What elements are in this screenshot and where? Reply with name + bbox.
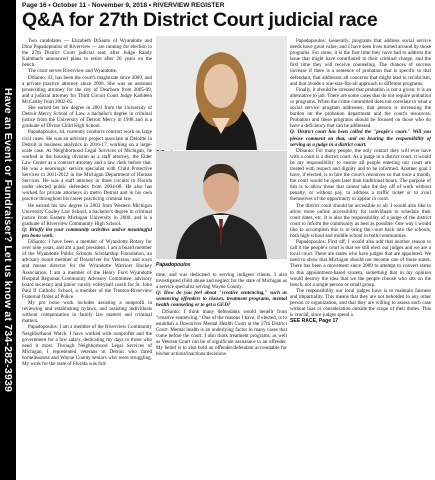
article-paragraph: time, and was dedicated to serving indigent clients. I also investigated child abuse and neglect for the state of Michigan as a service specialist serving Wayne County. bbox=[156, 272, 287, 291]
article-paragraph: Papadopoulos, 44, currently conducts contract work on large civil cases. He was an advisory project associate at Deloitte in Detroit in business analytics in 2016-17, working on a large-scale case. At Neighborhood Legal Services of Michigan, he worked in the housing division as a staff attorney, the Elder Law Center as a contract attorney and a law clerk before that. He was a neurologic service specialist with Child Protective Services in 2011-2012 in the Michigan Department of Human Services. He was a staff attorney in three circuits in Florida under elected public defenders from 2004-08. He also has worked for private attorneys in metro Detroit and in his own practice throughout his career practicing criminal law. bbox=[22, 129, 152, 203]
continued-on-link: SEE RACE, Page 17 bbox=[290, 318, 339, 325]
article-paragraph: Two candidates — Elizabeth DiSanto of Wyandotte and Dino Papadopoulos of Riverview — are running for election to the 27th District Court judicial seat, after Judge Randy Kalmbach announced plans to retire after 20 years on the bench. bbox=[22, 38, 152, 69]
disanto-portrait-image bbox=[156, 36, 287, 150]
article-paragraph: DiSanto: I think many defendants would benefit from "creative sentencing." One of the reasons I have, if elected, is to establish a Downriver Mental Health Court at the 27th District Court. Mental health is an underlying factor in many cases that come before the court. I also think treatment programs, as well as Veteran Court can be of significant assistance to an offender. My belief is to also hold an offender/defendant accountable for his/her actions/inactions/decisions. bbox=[156, 308, 287, 358]
papadopoulos-portrait-image bbox=[156, 151, 287, 259]
article-column-2 bbox=[156, 272, 287, 478]
article-column-1 bbox=[22, 38, 152, 478]
disanto-photo bbox=[156, 36, 287, 150]
page-title: Q&A for 27th District Court judicial race bbox=[22, 9, 378, 31]
photo-caption-papadopoulos: Papadopoulos bbox=[156, 262, 191, 268]
article-paragraph: DiSanto: For many people, the only contact they will ever have with a court is a district court. As a judge in a district court, it would be my responsibility to ensure all people entering our court are treated with respect and dignity and to be informed. Another goal I have, if elected, is to hire the court's resources so that once a month, the court would be open later than traditional hours. The purpose of this is to allow those that cannot take the day off of work without penalty, or without pay, to address a traffic ticket or to avail themselves of the opportunity to appear in court. bbox=[290, 147, 431, 203]
papadopoulos-photo bbox=[156, 151, 287, 259]
article-paragraph: My pro bono work includes assisting a nonprofit in reviewing and establishing bylaws, and assisting individuals without compensation in family law matters and criminal matters. bbox=[22, 300, 152, 325]
article-paragraph: Finally, it should be stressed that probation is not a given; it is an alternative to jail. There are some cases that do not require probation or programs. When the crime committed does not correlate to what a social service program addresses, that person is increasing the burden on the probation department and the court's resources. Probation and these programs should be focused on those who do have a deficiency that can be addressed. bbox=[290, 86, 431, 130]
article-paragraph: DiSanto: I have been a member of Wyandotte Rotary for over nine years, and am a past president. I am a board member of the Wyandotte Public Schools Scholarship Foundation, an advisory board member of Downriver for Veterans, and ways and means director for the Wyandotte Warriors Hockey Association. I am a member of the Henry Ford Wyandotte Hospital Regional Community Advisory Committee, advisory board secretary and junior varsity volleyball coach for St. John Paul II Catholic School, a member of the Trenton-Riverview Fraternal Order of Police. bbox=[22, 239, 152, 300]
sidebar-banner bbox=[0, 0, 16, 480]
article-paragraph: Papadopoulos: I am a member of the Riverview Community Neighborhood Watch. I have worked with nonprofits and the government for a low salary, dedicating my days to those who need it most. Through Neighborhood Legal Services of Michigan, I represented veterans in Detroit who faced homelessness and Wayne County seniors who were struggling. My work for the state of Florida was full- bbox=[22, 324, 152, 367]
question-1: Q: Briefly list your community activities and/or meaningful pro bono work. bbox=[22, 226, 152, 239]
article-paragraph: Papadopoulos: Generally, programs that address social service needs have great value, and I have seen lives turned around by those programs. For some, it is the first time they have had to address the issue that might have contributed to their criminal charge, and the first time they will receive counseling. The chances of success increase if there is a sentence of probation that is specific to that defendant, that addresses all concerns that might lead to recidivism, and that avoids a one-size-fits-all approach to different programs. bbox=[290, 38, 431, 87]
article-paragraph: The district court should be accessible to all. I would also like to allow more online accessibility for individuals to schedule their court dates, etc. It is also the responsibility of a judge of the district court to inform the community as best as possible. One way I would like to accomplish this is to bring the court back into the schools, both high school and middle school in both communities. bbox=[290, 202, 431, 239]
page-header: Page 16 • October 11 - November 9, 2018 • RIVERVIEW REGISTER bbox=[22, 2, 225, 9]
article-paragraph: DiSanto, 43, has been the court's magistrate since 2009, and a private practice attorney since 2006. She was an assistant prosecuting attorney for the city of Dearborn from 2005-09, and a judicial attorney for Third Circuit Court Judge Kathleen McCarthy from 2002-05. bbox=[22, 74, 152, 105]
article-paragraph: He earned his law degree in 2003 from Western Michigan University Cooley Law School, a bachelor's degree in criminal justice from Eastern Michigan University in 2000, and is a graduate of Riverview Community High School. bbox=[22, 202, 152, 227]
sidebar-banner-text: Have an Event or Fundraiser? Let us know at 734-282-3939 bbox=[2, 87, 14, 393]
article-column-3 bbox=[290, 38, 431, 478]
article-paragraph: The responsibility our local judges have is to maintain fairness and impartiality. This means that they are not beholden to any other person or organization, and that they are willing to assess each case without bias or consideration outside the scope of their duties. This is crucial, since judges spend a bbox=[290, 287, 431, 319]
question-2: Q: How do you feel about "creative sentencing," such as sentencing offenders to classes, treatment programs, mental health counseling or to get a GED? bbox=[156, 290, 287, 309]
article-paragraph: The court serves Riverview and Wyandotte. bbox=[28, 68, 118, 75]
article-paragraph: She earned her law degree in 2001 from the University of Detroit Mercy School of Law, a bachelor's degree in criminal justice from the University of Detroit Mercy in 1998 and is a graduate of Divine Child High School. bbox=[22, 105, 152, 130]
article-paragraph: Papadopoulos: First off, I would also add that another reason to call it the people's court is that we still elect our judges and we are a local court. There are states who have judges that are appointed. We need to show that Michigan should not become one of those states. There has been a movement since 2009 to attempt to convert states to this appointment-based system, something that in my opinion would destroy the idea that we the people choose who sits on the bench, not a single person or small group. bbox=[290, 239, 431, 288]
question-3: Q: District court has been called the "people's court." Will you please comment on that, and on bearing the responsibility of serving as a judge in a district court. bbox=[290, 129, 431, 148]
